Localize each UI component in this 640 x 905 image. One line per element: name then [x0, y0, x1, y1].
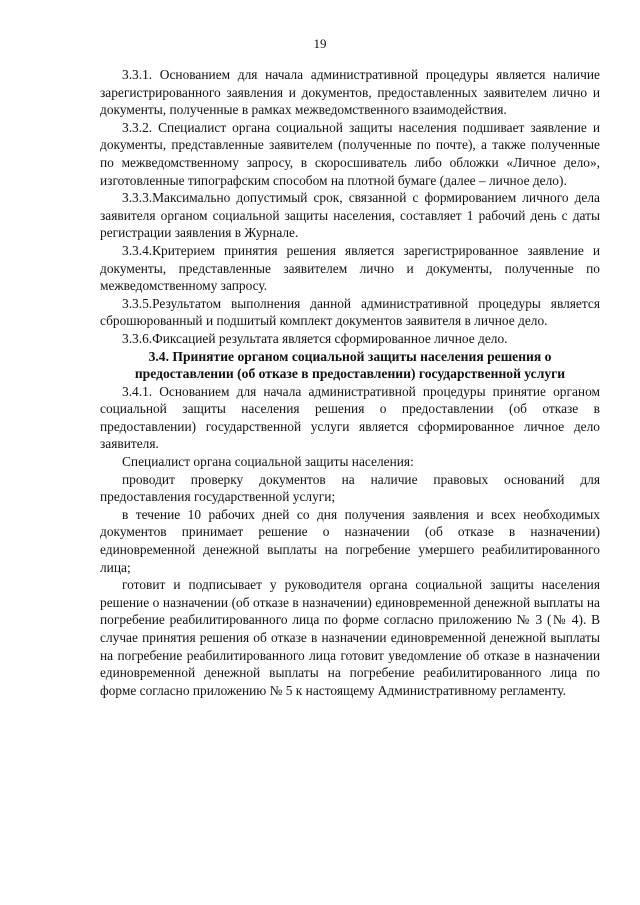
page-number: 19 [313, 36, 327, 51]
paragraph-check-documents: проводит проверку документов на наличие правовых оснований для предоставления государственной услуги; [100, 471, 600, 505]
section-heading-3-4: 3.4. Принятие органом социальной защиты населения решения о предоставлении (об отказе в предоставлении) государственной услуги [134, 348, 566, 382]
paragraph-3-3-5: 3.3.5.Результатом выполнения данной административной процедуры является сброшюрованный и подшитый комплект документов заявителя в личное дело. [100, 295, 600, 329]
paragraph-prepare-decision: готовит и подписывает у руководителя органа социальной защиты населения решение о назначении (об отказе в назначении) единовременной денежной выплаты на погребение реабилитированного лица по форме согласно приложению № 3 (№ 4). В случае принятия решения об отказе в назначении единовременной денежной выплаты на погребение реабилитированного лица готовит уведомление об отказе в назначении единовременной денежной выплаты на погребение реабилитированного лица по форме согласно приложению № 5 к настоящему Административному регламенту. [100, 577, 600, 698]
paragraph-3-3-4: 3.3.4.Критерием принятия решения является зарегистрированное заявление и документы, представленные заявителем лично и документы, полученные по межведомственному запросу. [100, 242, 600, 294]
paragraph-3-3-6: 3.3.6.Фиксацией результата является сформированное личное дело. [122, 330, 508, 346]
paragraph-decision-term: в течение 10 рабочих дней со дня получения заявления и всех необходимых документов принимает решение о назначении (об отказе в назначении) единовременной денежной выплаты на погребение умершего реабилитированного лица; [100, 506, 600, 575]
paragraph-3-3-1: 3.3.1. Основанием для начала административной процедуры является наличие зарегистрированного заявления и документов, предоставленных заявителем лично и документы, полученные в рамках межведомственного взаимодействия. [100, 67, 600, 118]
paragraph-3-3-3: 3.3.3.Максимально допустимый срок, связанной с формированием личного дела заявителя органом социальной защиты населения, составляет 1 рабочий день с даты регистрации заявления в Журнале. [100, 190, 600, 241]
paragraph-3-3-2: 3.3.2. Специалист органа социальной защиты населения подшивает заявление и документы, представленные заявителем (полученные по почте), а также полученные по межведомственному запросу, в скоросшиватель либо обложки «Личное дело», изготовленные типографским способом на плотной бумаге (далее – личное дело). [100, 119, 600, 188]
document-body [100, 66, 600, 699]
paragraph-3-4-1: 3.4.1. Основанием для начала административной процедуры принятие органом социальной защиты населения решения о предоставлении (об отказе в предоставлении) государственной услуги является сформированное личное дело заявителя. [100, 383, 600, 452]
paragraph-specialist: Специалист органа социальной защиты населения: [122, 454, 414, 470]
